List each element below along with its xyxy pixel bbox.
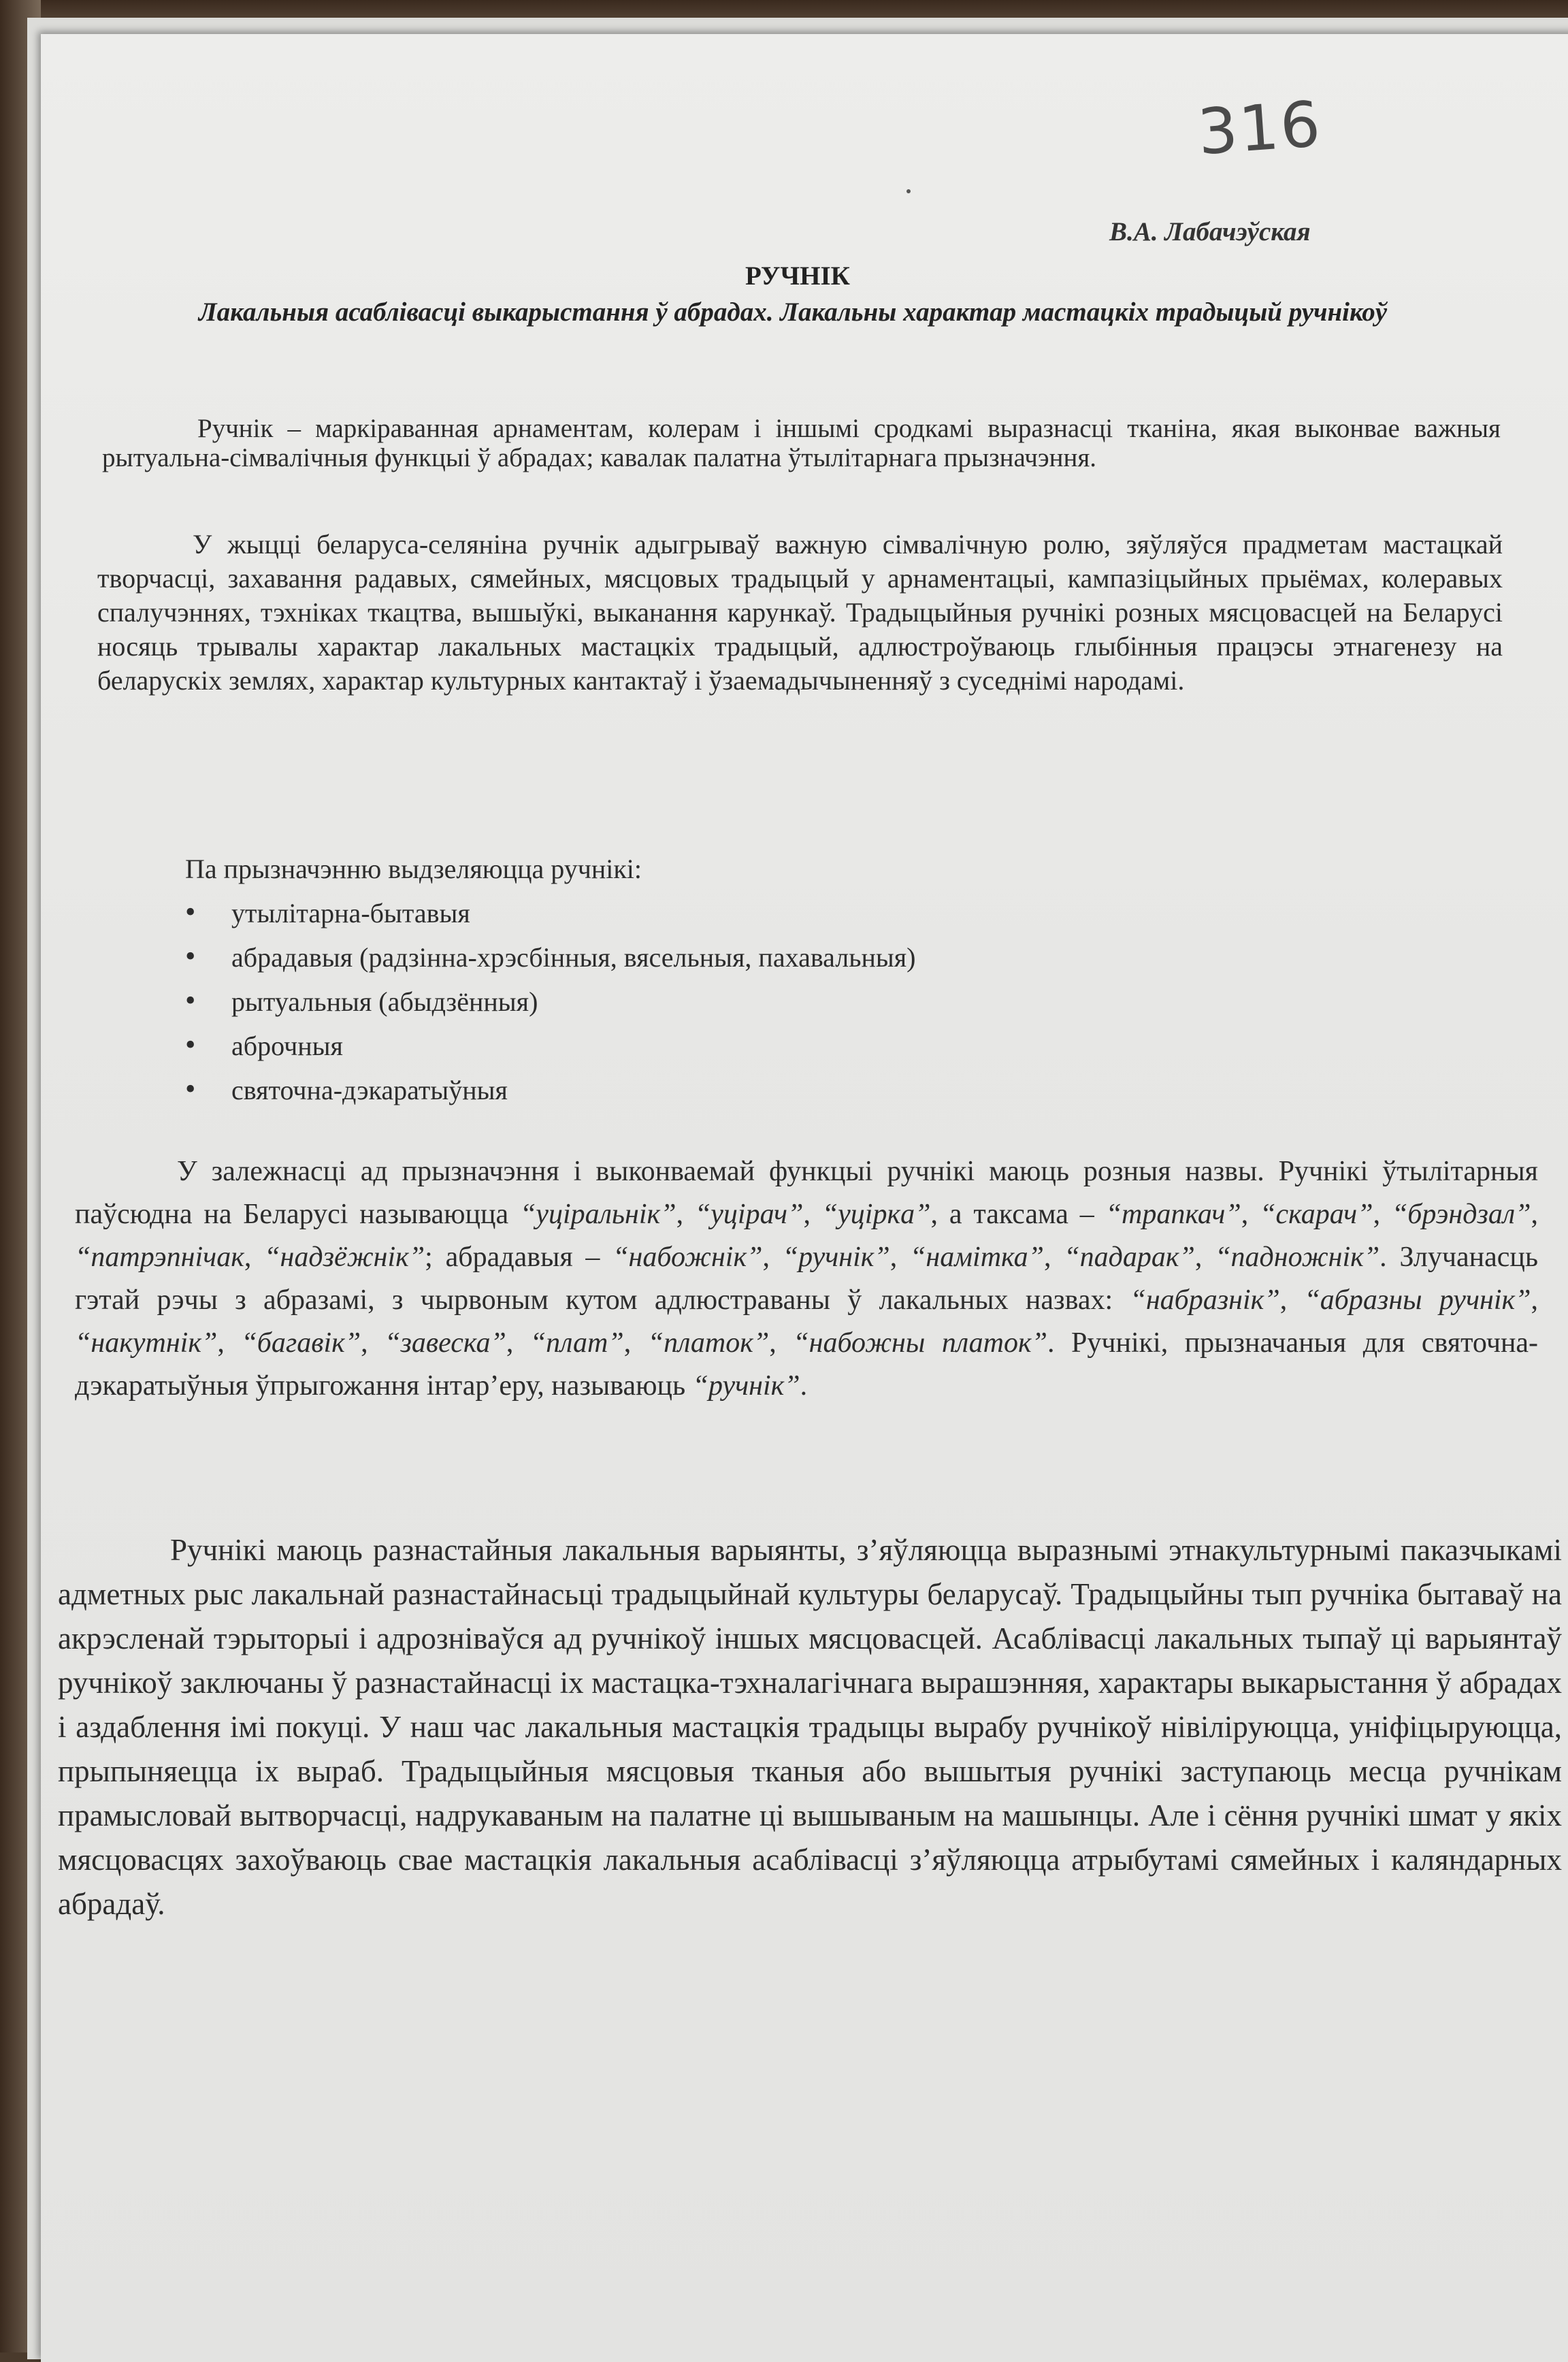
paragraph-local-variants: Ручнікі маюць разнастайныя лакальныя варыянты, з’яўляюцца выразнымі этнакультурнымі паказчыкамі адметных рыс лакальнай разнастайнасьці традыцыйнай культуры беларусаў. Традыцыйны тып ручніка бытаваў на акрэсленай тэрыторыі і адрозніваўся ад ручнікоў іншых мясцовасцей. Асаблівасці лакальных тыпаў ці варыянтаў ручнікоў заключаны ў разнастайнасці іх мастацка-тэхналагічнага вырашэнняя, характары выкарыстання ў абрадах і аздаблення імі покуці. У наш час лакальныя мастацкія традыцы вырабу ручнікоў нівіліруюцца, уніфіцыруюцца, прыпыняецца іх выраб. Традыцыйныя мясцовыя тканыя або вышытыя ручнікі заступаюць месца ручнікам прамысловай вытворчасці, надрукаваным на палатне ці вышываным на машынцы. Але і сёння ручнікі шмат у якіх мясцовасцях захоўваюць свае мастацкія лакальныя асаблівасці з’яўляюцца атрыбутамі сямейных і каляндарных абрадаў. (58, 1533, 1562, 1921)
list-item: • абрадавыя (радзінна-хрэсбінныя, вясельныя, пахавальныя) (184, 937, 916, 982)
list-item: • святочна-дэкаратыўныя (184, 1070, 916, 1114)
list-item: • утылітарна-бытавыя (184, 893, 916, 937)
purpose-list (184, 893, 916, 1114)
document-subtitle: Лакальныя асаблівасці выкарыстання ў абрадах. Лакальны характар мастацкіх традыцый ручнікоў (198, 297, 1388, 327)
list-item: • аброчныя (184, 1026, 916, 1070)
author-name: В.А. Лабачэўская (1109, 217, 1311, 246)
paragraph-names: У залежнасці ад прызначэння і выконваемай функцыі ручнікі маюць розныя назвы. Ручнікі ўтылітарныя паўсюдна на Беларусі называюцца “уціральнік”, “уцірач”, “уціркa”, а таксама – “трапкач”, “скарач”, “брэндзал”, “патрэпнічак, “надзёжнік”; абрадавыя – “набожнік”, “ручнік”, “намітка”, “падарак”, “падножнік”. Злучанасць гэтай рэчы з абразамі, з чырвоным кутом адлюстраваны ў лакальных назвах: “набразнік”, “абразны ручнік”, “накутнік”, “багавік”, “завеска”, “плат”, “платок”, “набожны платок”. Ручнікі, прызначаныя для святочна-дэкаратыўныя ўпрыгожання інтар’еру, называюць “ручнік”. (75, 1156, 1539, 1402)
paragraph-symbolic-role: У жыцці беларуса-селяніна ручнік адыгрываў важную сімвалічную ролю, зяўляўся прадметам мастацкай творчасці, захавання радавых, сямейных, мясцовых традыцый у арнаментацыі, кампазіцыйных прыёмах, колеравых спалучэннях, тэхніках ткацтва, вышыўкі, выканання карункаў. Традыцыйныя ручнікі розных мясцовасцей на Беларусі носяць трывалы характар лакальных мастацкіх традыцый, адлюстроўваюць глыбінныя працэсы этнагенезу на беларускіх землях, характар культурных кантактаў і ўзаемадычыненняў з суседнімі народамі. (97, 529, 1503, 696)
document-title: РУЧНІК (745, 261, 850, 291)
stray-dot (906, 189, 911, 193)
list-item: • рытуальныя (абыдзённыя) (184, 982, 916, 1026)
paragraph-definition: Ручнік – маркіраванная арнаментам, колерам і іншымі сродкамі выразнасці тканіна, якая выконвае важныя рытуальна-сімвалічныя функцыі ў абрадах; кавалак палатна ўтылітарнага прызначэння. (102, 414, 1501, 472)
list-intro: Па прызначэнню выдзеляюцца ручнікі: (185, 854, 642, 884)
handwritten-page-number: 316 (1195, 87, 1324, 169)
